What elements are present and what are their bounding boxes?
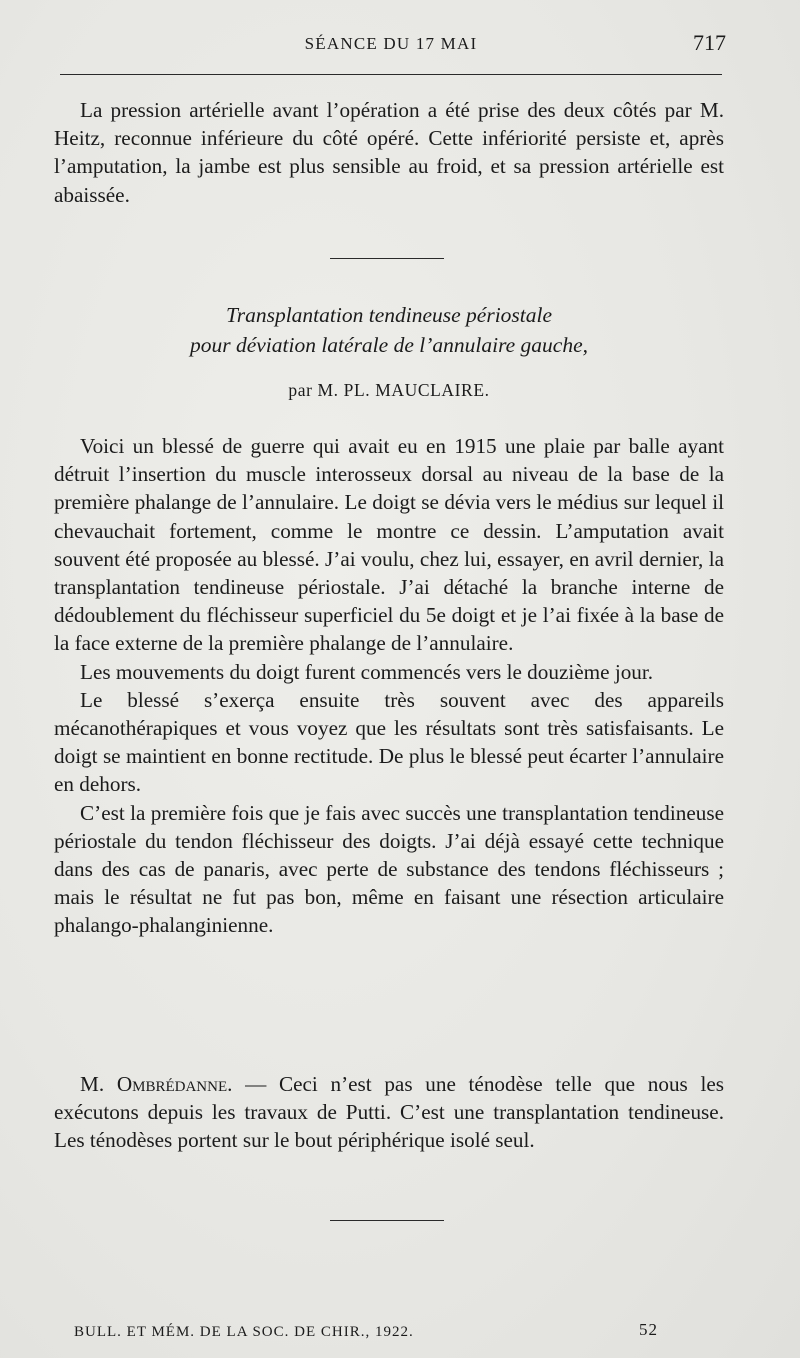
page-number: 717 (693, 30, 726, 55)
article-author: par M. PL. MAUCLAIRE. (288, 380, 490, 400)
intro-paragraph: La pression artérielle avant l’opération a été prise des deux côtés par M. Heitz, reconnue inférieure du côté opéré. Cette infériorité persiste et, après l’amputation, la jambe est plus sensible au froid, et sa pression artérielle est abaissée. (54, 98, 724, 207)
page-header (56, 30, 726, 60)
article-body (54, 432, 724, 940)
discussion-text: Ceci n’est pas une ténodèse telle que nous les exécutons depuis les travaux de Putti. C’est une transplantation tendineuse. Les ténodèses portent sur le bout périphérique isolé seul. (54, 1072, 724, 1153)
discussion-paragraph (54, 1070, 724, 1155)
discussion-dash: — (232, 1072, 279, 1096)
body-paragraph-3: Le blessé s’exerça ensuite très souvent avec des appareils mécanothérapiques et vous voyez que les résultats sont très satisfaisants. Le doigt se maintient en bonne rectitude. De plus le blessé peut écarter l’annulaire en dehors. (54, 687, 724, 797)
article-title (54, 300, 724, 360)
end-separator (330, 1220, 444, 1221)
body-paragraph-2: Les mouvements du doigt furent commencés vers le douzième jour. (80, 659, 654, 684)
discussion-speaker: M. Ombrédanne. (80, 1072, 233, 1096)
running-title: SÉANCE DU 17 MAI (304, 34, 478, 53)
body-paragraph-4: C’est la première fois que je fais avec succès une transplantation tendineuse périostale du tendon fléchisseur des doigts. J’ai déjà essayé cette technique dans des cas de panaris, avec perte de substance des tendons fléchisseurs ; mais le résultat ne fut pas bon, même en faisant une résection articulaire phalango-phalanginienne. (54, 800, 724, 938)
article-title-line-1: Transplantation tendineuse périostale (225, 303, 553, 327)
header-rule (60, 74, 722, 75)
intro-paragraph-block (54, 96, 724, 209)
signature-mark: 52 (639, 1320, 658, 1339)
section-separator (330, 258, 444, 259)
article-title-line-2: pour déviation latérale de l’annulaire gauche, (189, 333, 589, 357)
body-paragraph-1: Voici un blessé de guerre qui avait eu en 1915 une plaie par balle ayant détruit l’insertion du muscle interosseux dorsal au niveau de la base de la première phalange de l’annulaire. Le doigt se dévia vers le médius sur lequel il chevauchait fortement, comme le montre ce dessin. L’amputation avait souvent été proposée au blessé. J’ai voulu, chez lui, essayer, en avril dernier, la transplantation tendineuse périostale. J’ai détaché la branche interne de dédoublement du fléchisseur superficiel du 5e doigt et je l’ai fixée à la base de la face externe de la première phalange de l’annulaire. (54, 434, 724, 656)
journal-reference: BULL. ET MÉM. DE LA SOC. DE CHIR., 1922. (74, 1324, 414, 1340)
discussion-block (54, 1070, 724, 1155)
